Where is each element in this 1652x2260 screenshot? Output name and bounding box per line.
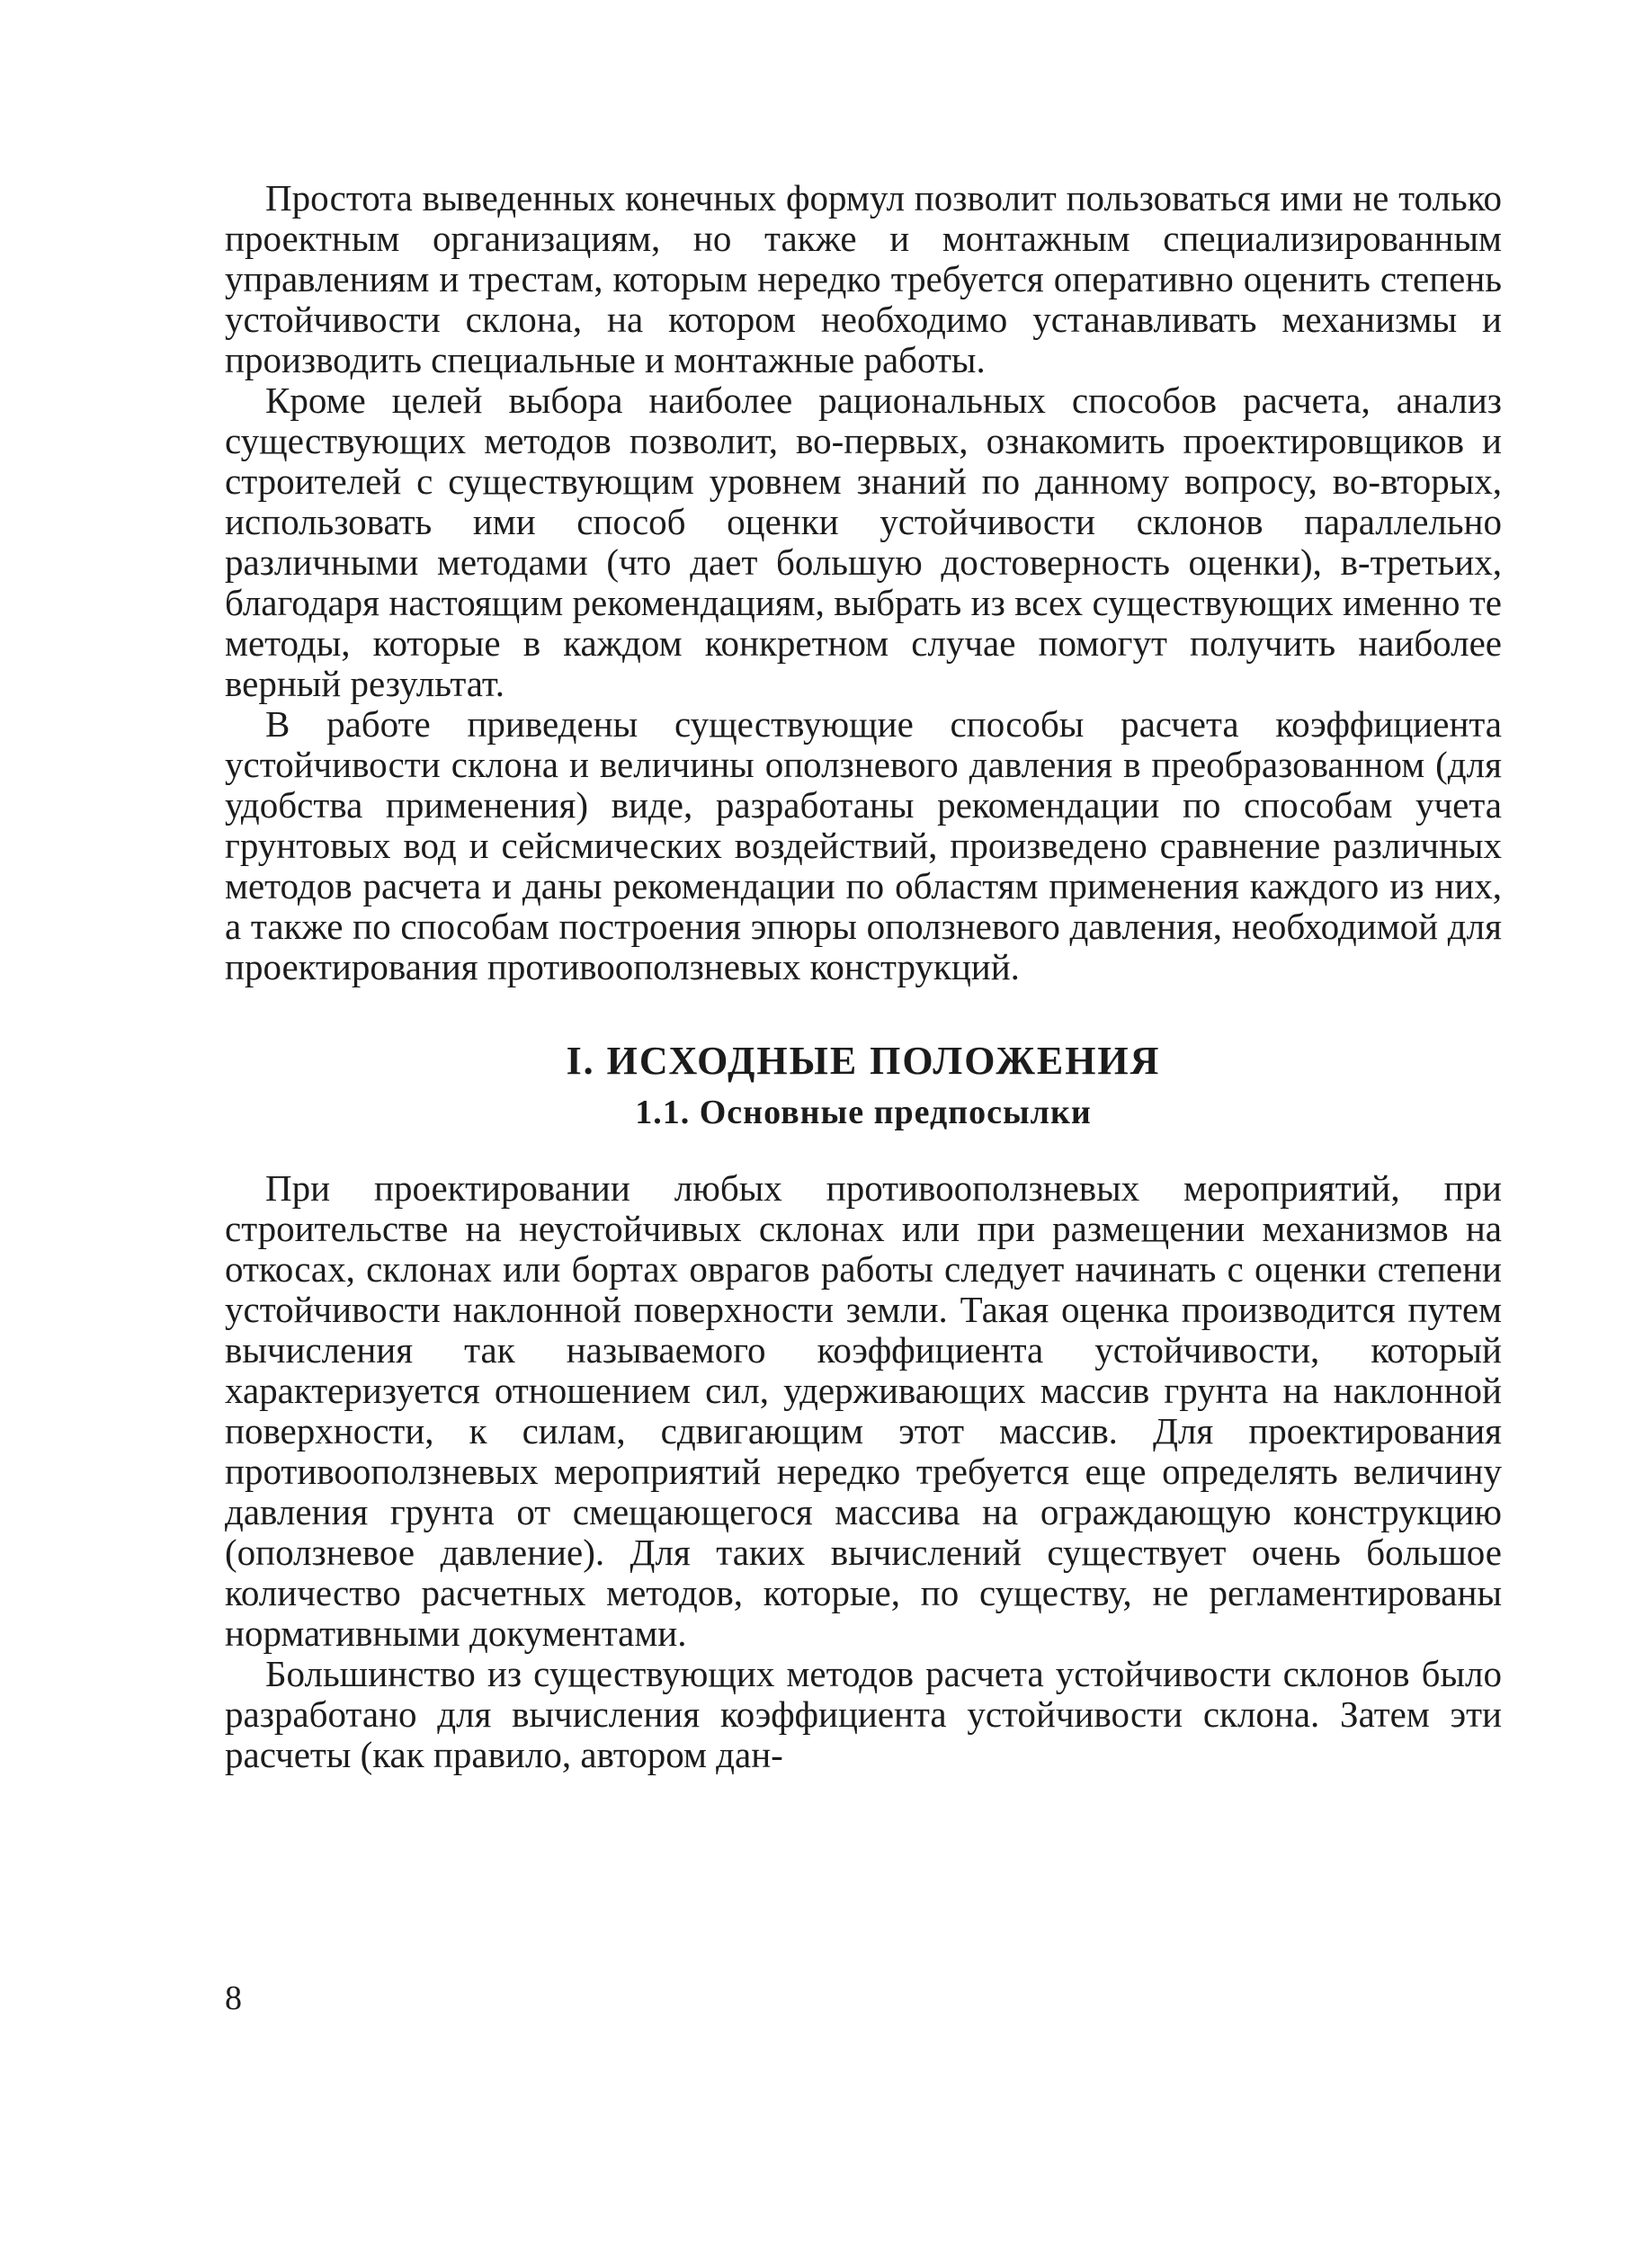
section-title: I. ИСХОДНЫЕ ПОЛОЖЕНИЯ xyxy=(566,1039,1161,1083)
paragraph-section-2: Большинство из существующих методов расчета устойчивости склонов было разработано для вычисления коэффициента устойчивости склона. Затем эти расчеты (как правило, автором дан- xyxy=(225,1653,1502,1775)
page-number: 8 xyxy=(225,1979,242,2017)
paragraph-intro-1: Простота выведенных конечных формул позволит пользоваться ими не только проектным организациям, но также и монтажным специализированным управлениям и трестам, которым нередко требуется оперативно оценить степень устойчивости склона, на котором необходимо устанавливать механизмы и производить специальные и монтажные работы. xyxy=(225,177,1502,380)
paragraph-intro-3: В работе приведены существующие способы расчета коэффициента устойчивости склона и величины оползневого давления в преобразованном (для удобства применения) виде, разработаны рекомендации по способам учета грунтовых вод и сейсмических воздействий, произведено сравнение различных методов расчета и даны рекомендации по областям применения каждого из них, а также по способам построения эпюры оползневого давления, необходимой для проектирования противооползневых конструкций. xyxy=(225,703,1502,987)
page-body xyxy=(225,178,1502,1775)
paragraph-intro-2: Кроме целей выбора наиболее рациональных способов расчета, анализ существующих методов позволит, во-первых, ознакомить проектировщиков и строителей с существующим уровнем знаний по данному вопросу, во-вторых, использовать ими способ оценки устойчивости склонов параллельно различными методами (что дает большую достоверность оценки), в-третьих, благодаря настоящим рекомендациям, выбрать из всех существующих именно те методы, которые в каждом конкретном случае помогут получить наиболее верный результат. xyxy=(225,380,1502,704)
paragraph-section-1: При проектировании любых противооползневых мероприятий, при строительстве на неустойчивых склонах или при размещении механизмов на откосах, склонах или бортах оврагов работы следует начинать с оценки степени устойчивости наклонной поверхности земли. Такая оценка производится путем вычисления так называемого коэффициента устойчивости, который характеризуется отношением сил, удерживающих массив грунта на наклонной поверхности, к силам, сдвигающим этот массив. Для проектирования противооползневых мероприятий нередко требуется еще определять величину давления грунта от смещающегося массива на ограждающую конструкцию (оползневое давление). Для таких вычислений существует очень большое количество расчетных методов, которые, по существу, не регламентированы нормативными документами. xyxy=(225,1167,1502,1654)
subsection-title: 1.1. Основные предпосылки xyxy=(635,1094,1092,1131)
